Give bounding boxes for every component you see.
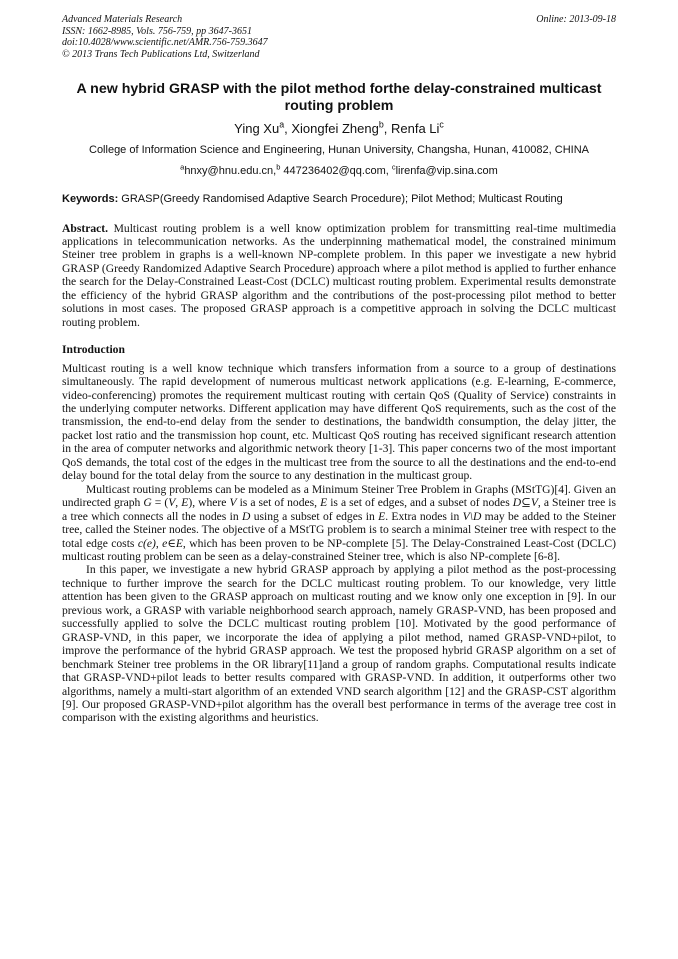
section-heading-introduction: Introduction [62, 343, 125, 357]
copyright-line: © 2013 Trans Tech Publications Ltd, Switzerland [62, 48, 260, 60]
text-run: , [155, 536, 163, 550]
math-symbol: V [229, 496, 237, 510]
journal-name: Advanced Materials Research [62, 14, 183, 25]
author-emails [62, 161, 616, 178]
intro-paragraph-3: In this paper, we investigate a new hybrid GRASP approach by applying a pilot method as the post-processing technique to further improve the search for the DCLC multicast routing problem. To our knowledge, very little attention has been given to the GRASP approach on multicast routing and we know only one exception in [9]. In our previous work, a GRASP with variable neighborhood search approach, namely GRASP-VND, has been proposed and successfully applied to solve the DCLC multicast routing problem [10]. Motivated by the good performance of GRASP-VND, in this paper, we incorporate the idea of applying a pilot method, named GRASP-VND+pilot, to improve the performance of the hybrid GRASP approach. We test the proposed hybrid GRASP algorithm on a set of benchmark Steiner tree problems in the OR library[11]and a group of random graphs. Computational results indicate that GRASP-VND+pilot leads to better results compared with GRASP-VND. In addition, it outperforms other two algorithms, namely a multi-start algorithm of an extended VND search algorithm [12] and the GRASP-CST algorithm [9]. Our proposed GRASP-VND+pilot algorithm has the overall best performance in terms of the average tree cost in comparison with the existing algorithms and heuristics. [62, 563, 616, 725]
math-symbol: E [378, 509, 386, 523]
math-symbol: G [143, 496, 152, 510]
abstract-label: Abstract. [62, 221, 109, 235]
text-run: , [175, 496, 182, 510]
text-run: = ( [151, 496, 169, 510]
text-run: may be added to the Steiner tree, called the Steiner nodes. The objective of a MStTG problem is to search a minimal Steiner tree with respect to the total edge costs [62, 509, 616, 550]
affiliation: College of Information Science and Engineering, Hunan University, Changsha, Hunan, 410082, CHINA [89, 144, 589, 156]
math-symbol: E [181, 496, 189, 510]
text-run: ), where [188, 496, 230, 510]
author-name: Ying Xu [234, 121, 280, 136]
author-mark: c [439, 119, 444, 130]
email-mark: c [391, 161, 396, 171]
text-run: . Extra nodes in [385, 509, 463, 523]
author-name: Xiongfei Zheng [291, 121, 379, 136]
text-run: , which has been proven to be NP-complete [5]. The Delay-Constrained Least-Cost (DCLC) multicast routing problem can be seen as a delay-constrained Steiner tree, which is also NP-complete [6-8]. [62, 536, 617, 563]
paper-title: A new hybrid GRASP with the pilot method forthe delay-constrained multicast routing problem [76, 81, 602, 114]
text-run: , a Steiner tree is a tree which connects all the nodes in [62, 496, 616, 523]
doi-line: doi:10.4028/www.scientific.net/AMR.756-759.3647 [62, 37, 268, 48]
intro-paragraph-2 [62, 483, 616, 564]
math-symbol: E [320, 496, 328, 510]
math-symbol: V\D [462, 509, 482, 523]
keywords-label: Keywords: [62, 192, 119, 205]
author-mark: b [378, 119, 384, 130]
email-address: lirenfa@vip.sina.com [395, 164, 498, 177]
math-symbol: D [241, 509, 251, 523]
online-date: Online: 2013-09-18 [536, 14, 616, 25]
intro-paragraph-1: Multicast routing is a well know technique which transfers information from a source to a group of destinations simultaneously. The rapid development of numerous multicast network applications (e.g. E-learning, E-commerce, video-conferencing) promotes the requirement multicast routing with certain QoS (Quality of Service) constraints in the underlying computer networks. Different application may have different QoS requirements, such as the cost of the transmission, the end-to-end delay from the sender to destinations, the bandwidth consumption, the delay jitter, the packet lost ratio and the transmission hop count, etc. Multicast QoS routing has received significant research attention in the area of computer networks and algorithmic network theory [1-3]. This paper concerns two of the most important QoS demands, the total cost of the edges in the multicast tree from the source to all the destinations and the end-to-end delay bound for the total delay from the source to any destination in the multicast group. [62, 361, 616, 483]
keywords-text: GRASP(Greedy Randomised Adaptive Search Procedure); Pilot Method; Multicast Routing [118, 192, 563, 205]
abstract [62, 222, 616, 330]
math-symbol: V [168, 496, 176, 510]
math-symbol: e∈E [162, 536, 183, 550]
text-run: using a subset of edges in [250, 509, 379, 523]
text-run: Multicast routing problems can be modeled as a Minimum Steiner Tree Problem in Graphs (MStTG)[4]. Given an undirected graph [62, 482, 616, 510]
math-symbol: c(e) [137, 536, 156, 550]
email-address: 447236402@qq.com, [280, 164, 392, 177]
author-list: Ying Xu$^a$, Xiongfei Zheng$^b$, Renfa Li$^c$ [234, 119, 444, 136]
abstract-text: Multicast routing problem is a well know optimization problem for transmitting real-time multimedia applications in telecommunication networks. As the underpinning mathematical model, the constrained minimum Steiner tree problem in graphs is a well-known NP-complete problem. In this paper we investigate a new hybrid GRASP (Greedy Randomized Adaptive Search Procedure) approach where a pilot method is applied to further enhance the search for the Delay-Constrained Least-Cost (DCLC) multicast routing problem. Experimental results demonstrate the efficiency of the hybrid GRASP algorithm and the contributions of the post-processing pilot method to better solutions in most cases. The proposed GRASP approach is a competitive approach in solving the DCLC multicast routing problem. [62, 221, 616, 329]
issn-line: ISSN: 1662-8985, Vols. 756-759, pp 3647-3651 [62, 25, 252, 37]
keywords [62, 193, 616, 206]
email-mark: b [276, 161, 281, 171]
text-run: is a set of nodes, [236, 496, 321, 510]
email-mark: a [180, 161, 185, 171]
author-name: Renfa Li [390, 121, 440, 136]
journal-header [62, 14, 616, 70]
math-symbol: D⊆V [512, 496, 538, 510]
email-address: hnxy@hnu.edu.cn, [184, 164, 277, 177]
text-run: is a set of edges, and a subset of nodes [327, 496, 513, 510]
author-mark: a [279, 119, 285, 130]
